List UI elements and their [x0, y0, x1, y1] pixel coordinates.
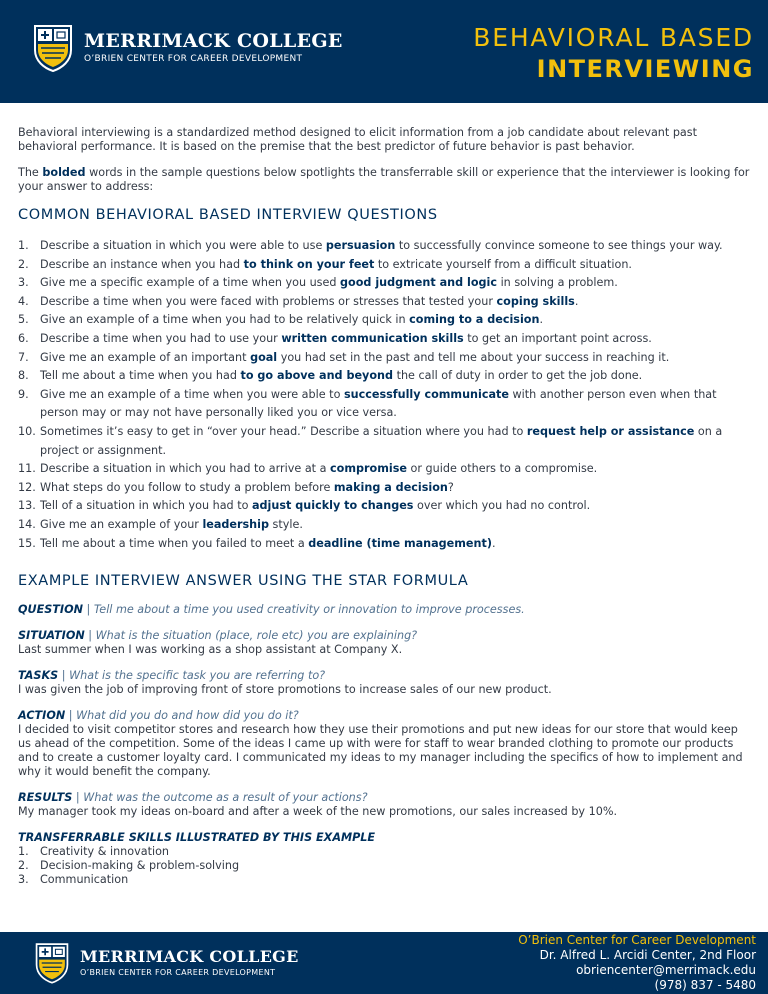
question-number: 4.: [18, 294, 29, 308]
skill-highlight: leadership: [202, 517, 269, 531]
question-item: [18, 311, 752, 330]
question-text: [40, 367, 752, 386]
contact-info: [518, 933, 756, 993]
transferrable-skills: [18, 831, 752, 887]
question-item: [18, 367, 752, 386]
question-number: 9.: [18, 387, 29, 401]
question-number: 8.: [18, 369, 29, 383]
footer-logo: [34, 942, 299, 984]
skill-highlight: coming to a decision: [409, 313, 540, 327]
skill-number: 3.: [18, 873, 29, 887]
skill-highlight: good judgment and logic: [340, 276, 498, 290]
situation-prompt: What is the situation (place, role etc) you are explaining?: [95, 629, 418, 643]
text-segment: .: [574, 294, 579, 308]
question-item: [18, 535, 752, 554]
text-segment: Describe a situation in which you had to arrive at a: [40, 462, 331, 476]
skill-highlight: to go above and beyond: [240, 369, 394, 383]
question-text: [40, 330, 752, 349]
question-text: [40, 237, 752, 256]
question-item: [18, 293, 752, 312]
skill-highlight: making a decision: [333, 480, 448, 494]
separator: |: [84, 629, 96, 643]
text-segment: over which you had no control.: [413, 499, 591, 513]
college-subtitle: O’BRIEN CENTER FOR CAREER DEVELOPMENT: [84, 54, 303, 64]
results-label: RESULTS: [18, 791, 73, 805]
text-segment: on a project or assignment.: [40, 424, 723, 457]
text-segment: Describe a situation in which you were able to use: [40, 239, 326, 252]
situation-answer: Last summer when I was working as a shop assistant at Company X.: [18, 643, 403, 657]
question-number: 11.: [18, 462, 36, 476]
text-segment: Describe an instance when you had: [40, 257, 244, 271]
text-segment: or guide others to a compromise.: [406, 462, 598, 476]
text-segment: Give me an example of a time when you were able to: [40, 387, 344, 401]
intro-paragraph: Behavioral interviewing is a standardized method designed to elicit information from a job candidate about relevant past behavioral performance. It is based on the premise that the best predictor of future behavior is past behavior.: [18, 126, 698, 153]
skill-highlight: successfully communicate: [343, 387, 509, 401]
skills-heading: TRANSFERRABLE SKILLS ILLUSTRATED BY THIS EXAMPLE: [18, 831, 376, 845]
question-number: 1.: [18, 239, 29, 252]
star-results: [18, 791, 752, 819]
star-heading: EXAMPLE INTERVIEW ANSWER USING THE STAR FORMULA: [18, 573, 469, 590]
question-number: 5.: [18, 313, 29, 327]
question-number: 3.: [18, 276, 29, 290]
college-shield-icon: [32, 24, 74, 72]
star-action: [18, 709, 752, 779]
results-prompt: What was the outcome as a result of your actions?: [83, 791, 368, 805]
center-address: Dr. Alfred L. Arcidi Center, 2nd Floor: [539, 948, 756, 962]
text-segment: words in the sample questions below spotlights the transferrable skill or experience that the interviewer is looking for your answer to address:: [18, 166, 750, 193]
skill-number: 2.: [18, 859, 29, 873]
question-item: [18, 423, 752, 460]
text-segment: to extricate yourself from a difficult situation.: [374, 257, 632, 271]
skill-text: Communication: [40, 873, 129, 887]
text-segment: Describe a time when you were faced with problems or stresses that tested your: [40, 294, 497, 308]
skills-list: [18, 845, 752, 887]
star-tasks: [18, 669, 752, 697]
text-segment: Give me a specific example of a time when you used: [40, 276, 341, 290]
text-segment: Tell of a situation in which you had to: [40, 499, 252, 513]
separator: |: [72, 791, 84, 805]
question-text: [40, 274, 752, 293]
question-text: [40, 293, 752, 312]
question-item: [18, 386, 752, 423]
tasks-prompt: What is the specific task you are referring to?: [69, 669, 326, 683]
separator: |: [58, 669, 70, 683]
page-header: [0, 0, 768, 103]
question-text: [40, 423, 752, 460]
separator: |: [65, 709, 77, 723]
question-text: [40, 256, 752, 275]
text-segment: .: [539, 313, 543, 327]
skill-number: 1.: [18, 845, 29, 859]
question-label: QUESTION: [18, 603, 83, 617]
title-line-1: BEHAVIORAL BASED: [473, 23, 754, 52]
skill-item: [18, 873, 752, 887]
question-number: 13.: [18, 499, 36, 513]
action-label: ACTION: [18, 709, 66, 723]
center-name: O’Brien Center for Career Development: [518, 933, 756, 947]
question-number: 15.: [18, 536, 36, 550]
college-shield-icon: [34, 942, 70, 984]
skill-highlight: to think on your feet: [243, 257, 375, 271]
skill-highlight: coping skills: [496, 294, 575, 308]
main-content: [18, 126, 752, 887]
question-item: [18, 497, 752, 516]
text-segment: Give an example of a time when you had to be relatively quick in: [40, 313, 410, 327]
separator: |: [82, 603, 94, 617]
skill-item: [18, 859, 752, 873]
question-number: 14.: [18, 517, 36, 531]
question-item: [18, 330, 752, 349]
skill-item: [18, 845, 752, 859]
text-segment: Give me an example of an important: [40, 350, 251, 364]
page-footer: [0, 932, 768, 994]
college-name: MERRIMACK COLLEGE: [84, 30, 343, 52]
highlight-word: bolded: [42, 166, 86, 179]
question-text: [40, 460, 752, 479]
question-item: [18, 256, 752, 275]
question-text: [40, 497, 752, 516]
text-segment: in solving a problem.: [497, 276, 618, 290]
center-email[interactable]: obriencenter@merrimack.edu: [576, 963, 756, 977]
tasks-label: TASKS: [18, 669, 59, 683]
skill-text: Creativity & innovation: [40, 845, 170, 859]
question-item: [18, 479, 752, 498]
question-item: [18, 237, 752, 256]
text-segment: the call of duty in order to get the job done.: [393, 369, 643, 383]
skill-highlight: request help or assistance: [526, 424, 695, 438]
question-text: [40, 311, 752, 330]
text-segment: to get an important point across.: [463, 331, 652, 345]
question-item: [18, 274, 752, 293]
skill-highlight: written communication skills: [281, 331, 464, 345]
skill-highlight: goal: [250, 350, 278, 364]
questions-list: [18, 237, 752, 553]
text-segment: ?: [447, 480, 454, 494]
question-text: [40, 349, 752, 368]
text-segment: .: [491, 536, 496, 550]
footer-college-subtitle: O’BRIEN CENTER FOR CAREER DEVELOPMENT: [80, 968, 276, 977]
tasks-answer: I was given the job of improving front of store promotions to increase sales of our new product.: [18, 683, 552, 697]
question-item: [18, 516, 752, 535]
action-answer: I decided to visit competitor stores and research how they use their promotions and put new ideas for our store that would keep us ahead of the competition. Some of the ideas I came up with were for staff to wear branded clothing to promote our products and to create a customer loyalty card. I communicated my ideas to my manager including the specifics of how to implement and why it would benefit the company.: [18, 723, 743, 779]
skill-text: Decision-making & problem-solving: [40, 859, 240, 873]
results-answer: My manager took my ideas on-board and after a week of the new promotions, our sales increased by 10%.: [18, 805, 618, 819]
question-text: [40, 535, 752, 554]
text-segment: Describe a time when you had to use your: [40, 331, 282, 345]
page-title: [473, 22, 754, 84]
question-number: 12.: [18, 480, 36, 494]
skill-highlight: adjust quickly to changes: [252, 499, 414, 513]
star-situation: [18, 629, 752, 657]
question-item: [18, 349, 752, 368]
question-number: 2.: [18, 257, 29, 271]
text-segment: What steps do you follow to study a problem before: [40, 480, 334, 494]
text-segment: The: [18, 166, 43, 179]
text-segment: to successfully convince someone to see things your way.: [395, 239, 723, 252]
questions-heading: COMMON BEHAVIORAL BASED INTERVIEW QUESTIONS: [18, 207, 438, 223]
bolded-explanation-paragraph: [18, 166, 752, 194]
text-segment: Tell me about a time when you had: [40, 369, 241, 383]
text-segment: style.: [269, 517, 303, 531]
star-question: [18, 603, 752, 617]
center-phone: (978) 837 - 5480: [654, 978, 756, 992]
situation-label: SITUATION: [18, 629, 85, 643]
text-segment: with another person even when that person may or may not have personally liked you or vice versa.: [40, 387, 717, 420]
question-text: [40, 479, 752, 498]
question-text: [40, 386, 752, 423]
question-text: Tell me about a time you used creativity or innovation to improve processes.: [93, 603, 525, 617]
question-text: [40, 516, 752, 535]
title-line-2: INTERVIEWING: [536, 55, 754, 83]
question-number: 10.: [18, 424, 36, 438]
college-logo: [32, 24, 343, 72]
text-segment: Give me an example of your: [40, 517, 203, 531]
question-item: [18, 460, 752, 479]
footer-college-name: MERRIMACK COLLEGE: [80, 947, 299, 966]
question-number: 6.: [18, 331, 29, 345]
text-segment: Sometimes it’s easy to get in “over your head.” Describe a situation where you had to: [40, 424, 527, 438]
skill-highlight: compromise: [330, 462, 407, 476]
skill-highlight: persuasion: [325, 239, 396, 252]
text-segment: Tell me about a time when you failed to meet a: [40, 536, 309, 550]
question-number: 7.: [18, 350, 29, 364]
text-segment: you had set in the past and tell me about your success in reaching it.: [277, 350, 670, 364]
skill-highlight: deadline (time management): [308, 536, 492, 550]
action-prompt: What did you do and how did you do it?: [76, 709, 299, 723]
